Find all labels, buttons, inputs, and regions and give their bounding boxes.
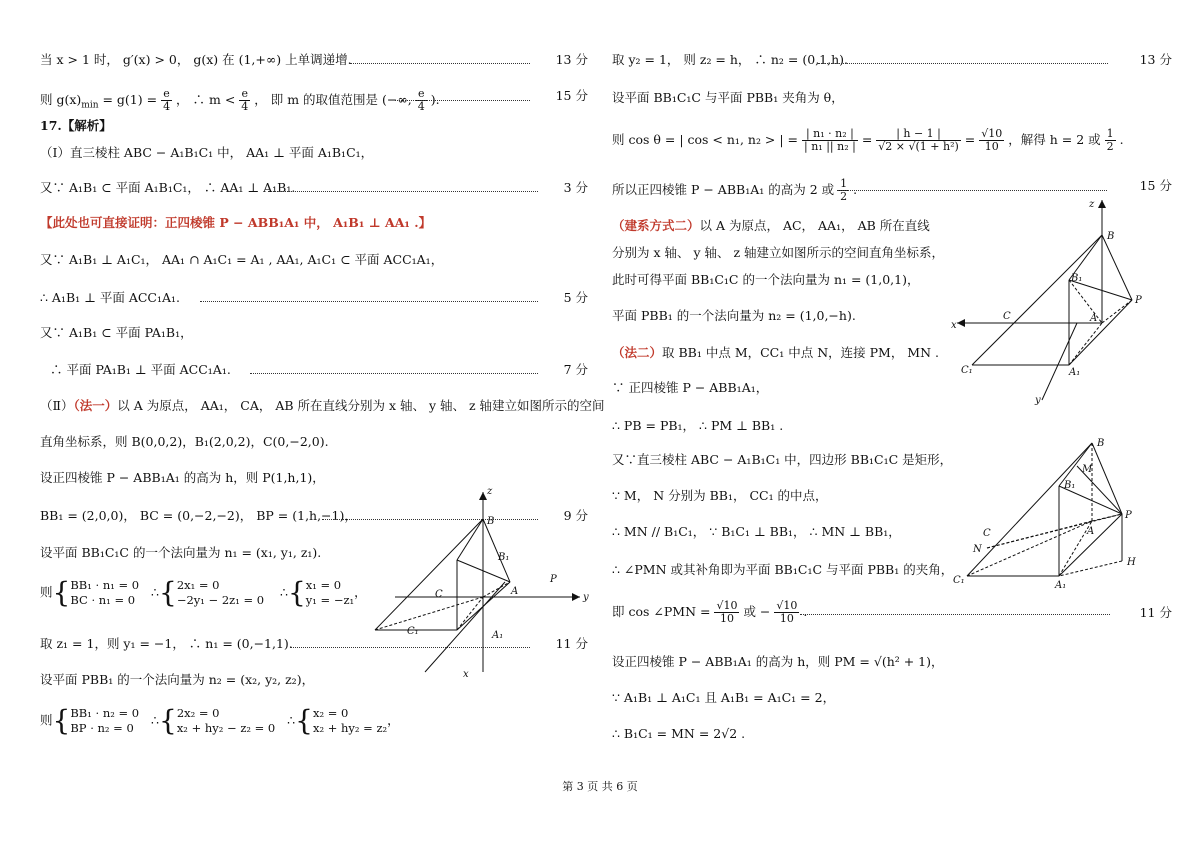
score-15: 15 分 [555,88,588,103]
dot-leader [350,63,530,64]
point-B1: B₁ [498,552,510,563]
method-2-heading: （法二）取 BB₁ 中点 M，CC₁ 中点 N，连接 PM， MN . [612,345,939,360]
axis-label-y: y [583,592,589,603]
axis-label-x: x [951,320,957,331]
point-C1: C₁ [407,626,419,637]
axis-label-y: y [1035,395,1041,406]
line-subset: 又∵ A₁B₁ ⊂ 平面 PA₁B₁， [40,325,193,340]
part-1-line: （Ⅰ）直三棱柱 ABC − A₁B₁C₁ 中， AA₁ ⊥ 平面 A₁B₁C₁， [40,145,374,160]
point-C: C [983,528,991,539]
line-alt-n1: 此时可得平面 BB₁C₁C 的一个法向量为 n₁ = (1,0,1)， [612,272,920,287]
system-n2: 则{BB₁ · n₂ = 0 BP · n₂ = 0 ∴{2x₂ = 0 x₂ + hy₂ − z₂ = 0 ∴{x₂ = 0 x₂ + hy₂ = z₂， [40,704,400,737]
line-plane-perp: ∴ 平面 PA₁B₁ ⊥ 平面 ACC₁A₁. [50,362,231,377]
line-rectangle: 又∵直三棱柱 ABC − A₁B₁C₁ 中，四边形 BB₁C₁C 是矩形， [612,452,953,467]
line-normal-n2: 设平面 PBB₁ 的一个法向量为 n₂ = (x₂, y₂, z₂)， [40,672,315,687]
point-A: A [1090,313,1098,324]
dot-leader [818,63,1108,64]
line-cos-pmn: 即 cos ∠PMN = $\frac{√10}{10}$ 或 − $\frac{√10}{10}$ . [612,599,808,625]
line-b1c1-length: ∴ B₁C₁ = MN = 2√2 . [612,726,746,741]
point-B: B [1107,231,1115,242]
dot-leader [268,191,538,192]
point-C: C [435,589,443,600]
score-9: 9 分 [563,508,588,523]
point-M: M [1082,464,1093,475]
line-a1b1-perp: 又∵ A₁B₁ ⊥ A₁C₁， AA₁ ∩ A₁C₁ = A₁ , AA₁, A₁C₁ ⊂ 平面 ACC₁A₁， [40,252,444,267]
dot-leader [395,100,530,101]
part-2-method-1: （Ⅱ）（法一）以 A 为原点， AA₁， CA， AB 所在直线分别为 x 轴、 y 轴、 z 轴建立如图所示的空间 [40,398,605,413]
dot-leader [250,373,538,374]
line-cos-theta: 则 cos θ = | cos < n₁, n₂ > | = $\frac{\text{| n₁ · n₂ |}}{\text{| n₁ || n₂ |}}$ = $\frac{| h - 1 |}{\text{√2 × √(1 + h²)}}$ = $\frac{√10}{10}$ ，解得 h = 2 或 $\frac{1}{2}$ . [612,127,1124,153]
line-pm-length: 设正四棱锥 P − ABB₁A₁ 的高为 h，则 PM = √(h² + 1)， [612,654,944,669]
score-11: 11 分 [1139,605,1172,620]
point-P: P [550,574,557,585]
point-A: A [511,586,519,597]
line-pyramid: ∵ 正四棱锥 P − ABB₁A₁， [612,380,769,395]
point-P: P [1135,295,1142,306]
line-aa1-perp: 又∵ A₁B₁ ⊂ 平面 A₁B₁C₁， ∴ AA₁ ⊥ A₁B₁. [40,180,296,195]
score-3: 3 分 [563,180,588,195]
line-pm-perp: ∴ PB = PB₁， ∴ PM ⊥ BB₁ . [612,418,784,433]
line-normal-n1: 设平面 BB₁C₁C 的一个法向量为 n₁ = (x₁, y₁, z₁). [40,545,322,560]
point-C1: C₁ [961,365,973,376]
line-angle-pmn: ∴ ∠PMN 或其补角即为平面 BB₁C₁C 与平面 PBB₁ 的夹角， [612,562,954,577]
line-n1-result: 取 z₁ = 1，则 y₁ = −1， ∴ n₁ = (0,−1,1). [40,636,293,651]
score-11: 11 分 [555,636,588,651]
line-vectors: BB₁ = (2,0,0)， BC = (0,−2,−2)， BP = (1,h,−1)， [40,508,357,523]
line-mn-parallel: ∴ MN // B₁C₁， ∵ B₁C₁ ⊥ BB₁， ∴ MN ⊥ BB₁， [612,524,901,539]
line-n2-result: 取 y₂ = 1， 则 z₂ = h， ∴ n₂ = (0,1,h). [612,52,848,67]
point-P: P [1125,510,1132,521]
page-footer: 第 3 页 共 6 页 [562,780,638,793]
point-N: N [973,544,982,555]
figure-coordinate-prism-2 [947,195,1162,410]
point-B: B [1097,438,1105,449]
figure-midpoint-prism [947,438,1147,593]
dot-leader [200,301,538,302]
line-theta: 设平面 BB₁C₁C 与平面 PBB₁ 夹角为 θ， [612,90,844,105]
question-17-heading: 17.【解析】 [40,118,112,133]
point-C: C [1003,311,1011,322]
point-B: B [487,516,495,527]
score-5: 5 分 [563,290,588,305]
point-B1: B₁ [1064,480,1076,491]
axis-label-z: z [487,486,493,497]
point-H: H [1127,557,1136,568]
line-a1b1-equal: ∵ A₁B₁ ⊥ A₁C₁ 且 A₁B₁ = A₁C₁ = 2， [612,690,836,705]
note-direct-proof: 【此处也可直接证明：正四棱锥 P − ABB₁A₁ 中， A₁B₁ ⊥ AA₁ .】 [40,215,432,230]
score-15: 15 分 [1139,178,1172,193]
line-axes: 分别为 x 轴、 y 轴、 z 轴建立如图所示的空间直角坐标系， [612,245,945,260]
score-13: 13 分 [555,52,588,67]
point-A1: A₁ [492,630,504,641]
score-13: 13 分 [1139,52,1172,67]
point-A1: A₁ [1055,580,1067,591]
point-A1: A₁ [1069,367,1081,378]
point-B1: B₁ [1071,273,1083,284]
line-alt-n2: 平面 PBB₁ 的一个法向量为 n₂ = (1,0,−h). [612,308,856,323]
line-height-h: 设正四棱锥 P − ABB₁A₁ 的高为 h，则 P(1,h,1)， [40,470,325,485]
method-coordinate-2: （建系方式二）以 A 为原点， AC， AA₁， AB 所在直线 [612,218,930,233]
line-a1b1-plane: ∴ A₁B₁ ⊥ 平面 ACC₁A₁. [40,290,181,305]
dot-leader [837,190,1107,191]
line-height-result: 所以正四棱锥 P − ABB₁A₁ 的高为 2 或 $\frac{1}{2}$ . [612,177,858,203]
line-range-m: 则 $g(x)_{min} = g(1)$ = $\frac{e}{4}$ ， ∴ m < $\frac{e}{4}$ ， 即 m 的取值范围是 (−∞, $\frac{e}{4}$ ). [40,87,440,113]
score-7: 7 分 [563,362,588,377]
point-A: A [1087,526,1095,537]
line-midpoints: ∵ M， N 分别为 BB₁， CC₁ 的中点， [612,488,828,503]
figure-coordinate-prism-1 [365,482,595,682]
axis-label-z: z [1089,199,1095,210]
dot-leader [800,614,1110,615]
line-coordinates: 直角坐标系，则 B(0,0,2)，B₁(2,0,2)，C(0,−2,0). [40,434,329,449]
system-n1: 则{BB₁ · n₁ = 0 BC · n₁ = 0 ∴{2x₁ = 0 −2y₁ − 2z₁ = 0 ∴{x₁ = 0 y₁ = −z₁， [40,576,367,609]
axis-label-x: x [463,669,469,680]
point-C1: C₁ [953,575,965,586]
line-monotonic: 当 x > 1 时， g′(x) > 0， g(x) 在 (1,+∞) 上单调递增. [40,52,352,67]
